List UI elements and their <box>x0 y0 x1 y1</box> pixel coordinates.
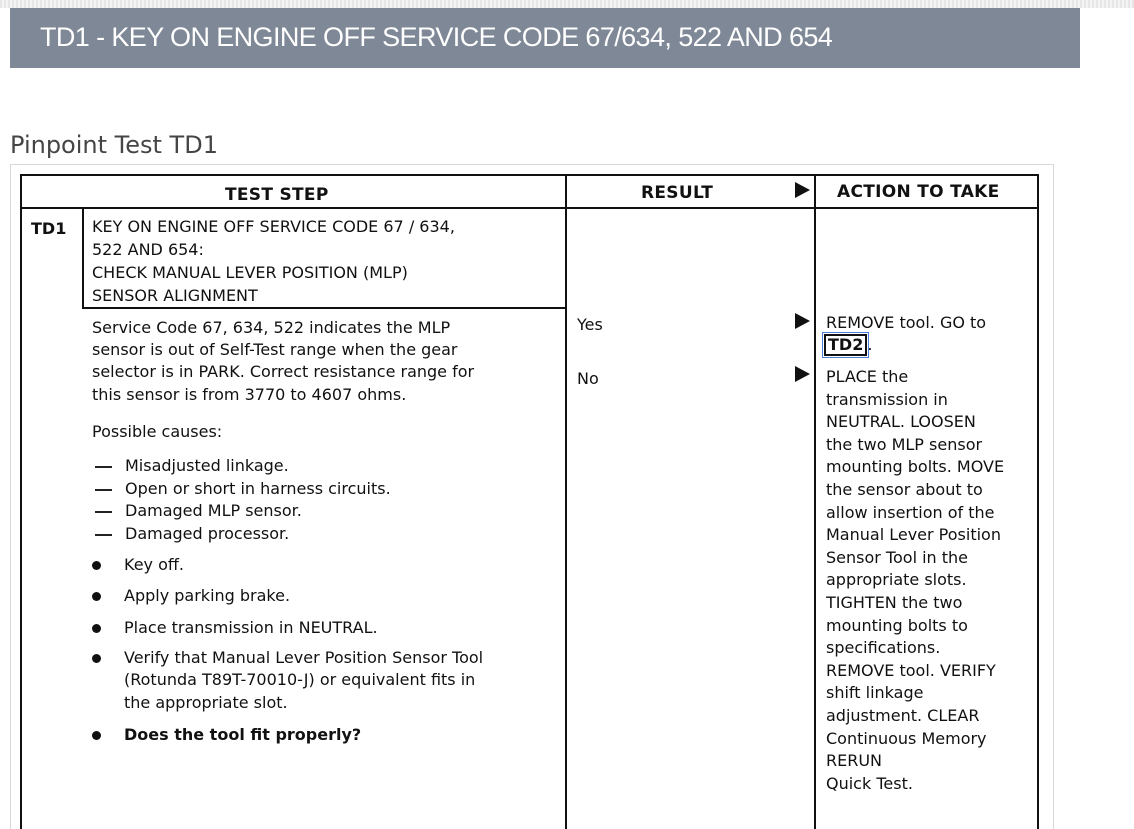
step-parking-brake: Apply parking brake. <box>124 586 291 605</box>
result-no: No <box>577 369 599 388</box>
page-header <box>10 8 1080 68</box>
dash-icon <box>95 466 112 468</box>
page-title: TD1 - KEY ON ENGINE OFF SERVICE CODE 67/634, 522 AND 654 <box>40 22 833 52</box>
step-neutral: Place transmission in NEUTRAL. <box>124 618 378 637</box>
cause-text: Misadjusted linkage. <box>125 456 289 475</box>
result-yes-arrow-icon <box>795 313 810 329</box>
action-no-line: mounting bolts. MOVE <box>826 457 1005 477</box>
divider-step-id <box>82 208 84 308</box>
action-no-line: adjustment. CLEAR <box>826 706 980 725</box>
action-no-line: PLACE the <box>826 367 909 386</box>
step-id: TD1 <box>31 219 67 238</box>
action-yes-line-1: REMOVE tool. GO to <box>826 313 987 332</box>
top-edge-strip <box>0 0 1134 8</box>
question: Does the tool fit properly? <box>124 725 362 744</box>
description-line-3: selector is in PARK. Correct resistance range for <box>92 362 475 381</box>
action-no-line: allow insertion of the <box>826 502 995 522</box>
action-no-line: Continuous Memory <box>826 728 987 748</box>
result-no-arrow-icon <box>795 366 810 382</box>
section-title: Pinpoint Test TD1 <box>10 131 218 159</box>
step-title-line-3: CHECK MANUAL LEVER POSITION (MLP) <box>92 263 408 282</box>
cause-text: Damaged MLP sensor. <box>125 501 302 521</box>
action-no-line: the two MLP sensor <box>826 434 983 454</box>
step-title-line-2: 522 AND 654: <box>92 240 204 259</box>
cause-text: Open or short in harness circuits. <box>125 478 391 498</box>
action-no-line: transmission in <box>826 389 948 409</box>
bullet-icon <box>92 561 101 570</box>
dash-icon <box>95 489 112 491</box>
cause-text: Damaged processor. <box>125 523 290 543</box>
header-test-step: TEST STEP <box>225 185 329 205</box>
action-no-line: the sensor about to <box>826 480 983 499</box>
description-line-1: Service Code 67, 634, 522 indicates the MLP <box>92 318 451 337</box>
bullet-icon <box>92 654 101 663</box>
header-action: ACTION TO TAKE <box>837 182 1000 202</box>
action-no-line: Sensor Tool in the <box>826 547 969 567</box>
header-divider <box>22 207 1037 209</box>
description-line-2: sensor is out of Self-Test range when the gear <box>92 340 458 359</box>
action-no-line: RERUN <box>826 751 883 771</box>
description-line-4: this sensor is from 3770 to 4607 ohms. <box>92 385 407 404</box>
action-no-line: Manual Lever Position <box>826 525 1001 545</box>
action-no-line: NEUTRAL. LOOSEN <box>826 412 976 432</box>
header-result: RESULT <box>641 183 714 203</box>
dash-icon <box>95 511 112 513</box>
verify-line-3: the appropriate slot. <box>124 693 288 712</box>
verify-line-2: (Rotunda T89T-70010-J) or equivalent fits in <box>124 670 476 689</box>
verify-line-1: Verify that Manual Lever Position Sensor Tool <box>124 648 484 667</box>
divider-result <box>565 176 567 829</box>
bullet-icon <box>92 592 101 601</box>
step-key-off: Key off. <box>124 555 184 574</box>
td2-reference-link[interactable]: TD2 <box>824 334 867 356</box>
action-no-line: appropriate slots. <box>826 570 967 590</box>
action-no-line: specifications. <box>826 638 941 658</box>
action-no-line: mounting bolts to <box>826 615 968 635</box>
result-yes: Yes <box>577 315 603 334</box>
bullet-icon <box>92 624 101 633</box>
action-no-line: Quick Test. <box>826 773 913 793</box>
dash-icon <box>95 534 112 536</box>
header-arrow-icon <box>795 182 810 198</box>
step-title-line-1: KEY ON ENGINE OFF SERVICE CODE 67 / 634, <box>92 217 455 236</box>
action-yes-ref-line <box>824 334 872 357</box>
action-no-line: REMOVE tool. VERIFY <box>826 660 996 680</box>
divider-action <box>814 176 816 829</box>
possible-causes-label: Possible causes: <box>92 422 223 441</box>
step-title-line-4: SENSOR ALIGNMENT <box>92 286 258 305</box>
action-no-line: TIGHTEN the two <box>826 593 963 612</box>
bullet-icon <box>92 731 101 740</box>
action-yes-suffix: . <box>867 335 873 354</box>
action-no-line: shift linkage <box>826 683 924 703</box>
